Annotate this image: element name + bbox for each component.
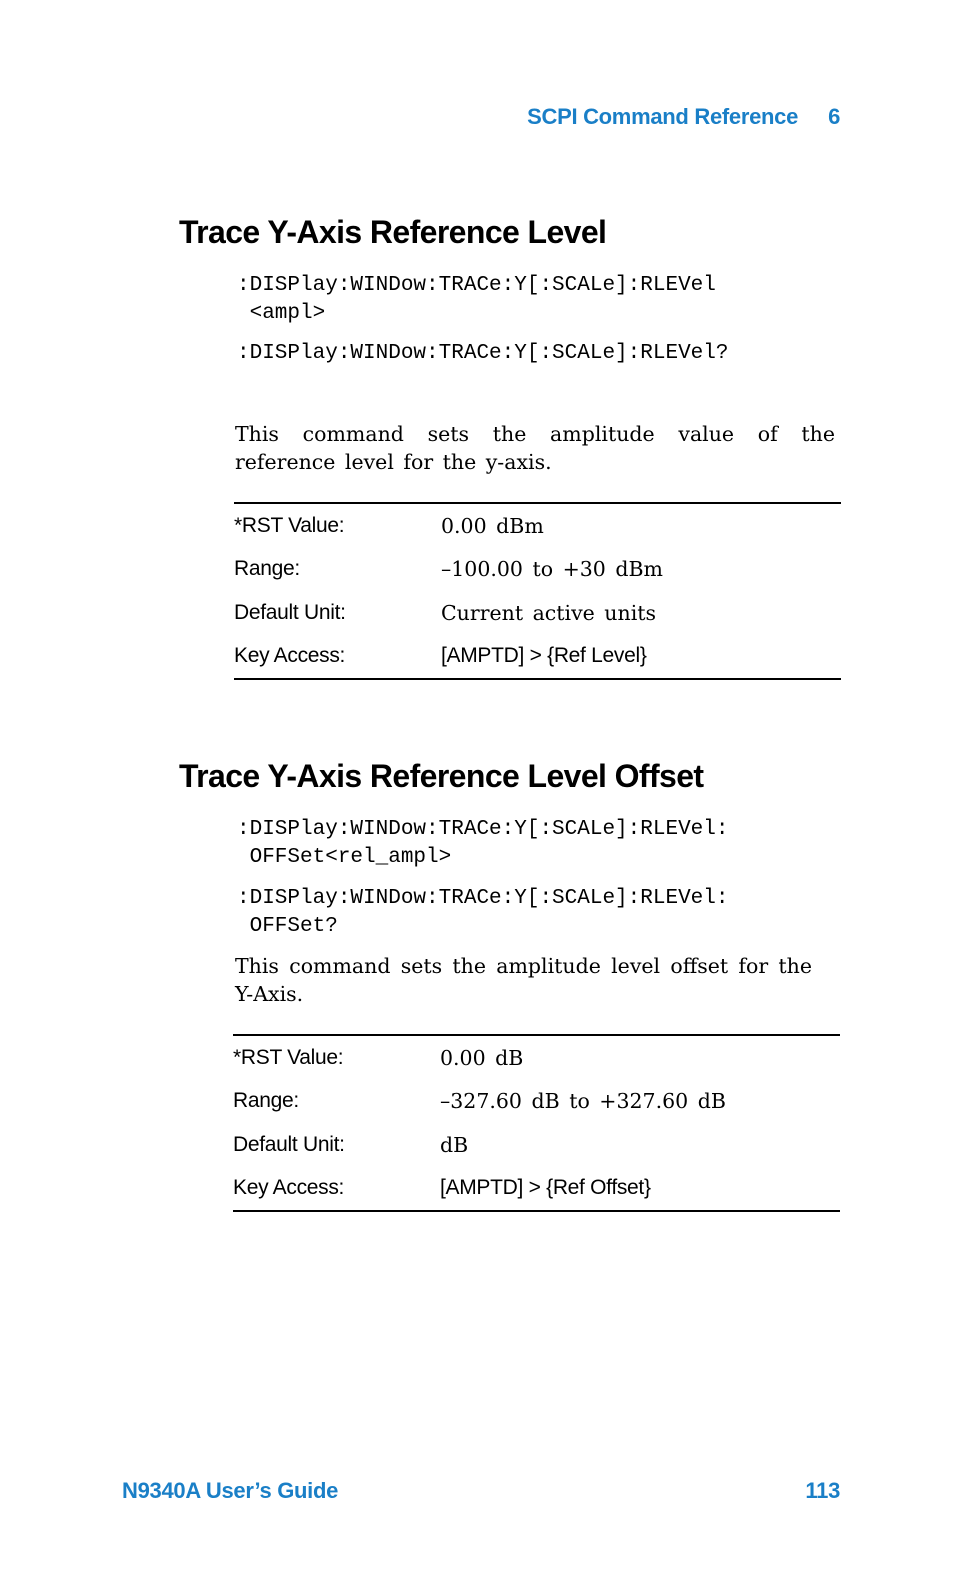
guide-title: N9340A User’s Guide — [122, 1478, 339, 1503]
param-label: *RST Value: — [233, 1045, 344, 1069]
param-value: –327.60 dB to +327.60 dB — [440, 1089, 726, 1114]
section-title: Trace Y-Axis Reference Level Offset — [179, 758, 704, 794]
param-label: Default Unit: — [234, 600, 346, 624]
param-label: *RST Value: — [234, 513, 345, 537]
table-row — [234, 635, 841, 680]
param-label: Range: — [234, 557, 300, 581]
param-label: Range: — [233, 1089, 299, 1113]
param-value: 0.00 dBm — [441, 513, 544, 538]
command-query-syntax: :DISPlay:WINDow:TRACe:Y[:SCALe]:RLEVel? — [237, 342, 729, 365]
param-value: [AMPTD] > {Ref Level} — [441, 644, 647, 668]
section-title: Trace Y-Axis Reference Level — [179, 214, 607, 250]
chapter-title: SCPI Command Reference — [527, 104, 799, 129]
table-row — [234, 591, 841, 635]
command-syntax: :DISPlay:WINDow:TRACe:Y[:SCALe]:RLEVel: OFFSet<rel_ampl> — [237, 818, 729, 869]
param-label: Default Unit: — [233, 1132, 345, 1156]
param-label: Key Access: — [234, 644, 346, 668]
table-row — [233, 1167, 840, 1212]
param-value: Current active units — [441, 600, 657, 625]
param-value: –100.00 to +30 dBm — [441, 557, 663, 582]
parameter-table — [234, 502, 841, 680]
table-row — [233, 1080, 840, 1124]
command-description: This command sets the amplitude value of the reference level for the y-axis. — [235, 422, 835, 474]
param-value: [AMPTD] > {Ref Offset} — [440, 1176, 651, 1200]
parameter-table — [233, 1034, 840, 1212]
running-header — [527, 104, 840, 130]
param-value: 0.00 dB — [440, 1045, 524, 1070]
page-number: 113 — [805, 1478, 840, 1503]
param-value: dB — [440, 1132, 469, 1157]
table-row — [234, 503, 841, 548]
command-syntax: :DISPlay:WINDow:TRACe:Y[:SCALe]:RLEVel <ampl> — [237, 274, 716, 325]
table-row — [234, 548, 841, 592]
chapter-number: 6 — [828, 104, 840, 129]
table-row — [233, 1035, 840, 1080]
command-description: This command sets the amplitude level offset for the Y-Axis. — [235, 954, 812, 1006]
command-query-syntax: :DISPlay:WINDow:TRACe:Y[:SCALe]:RLEVel: OFFSet? — [237, 887, 729, 938]
param-label: Key Access: — [233, 1176, 345, 1200]
table-row — [233, 1123, 840, 1167]
